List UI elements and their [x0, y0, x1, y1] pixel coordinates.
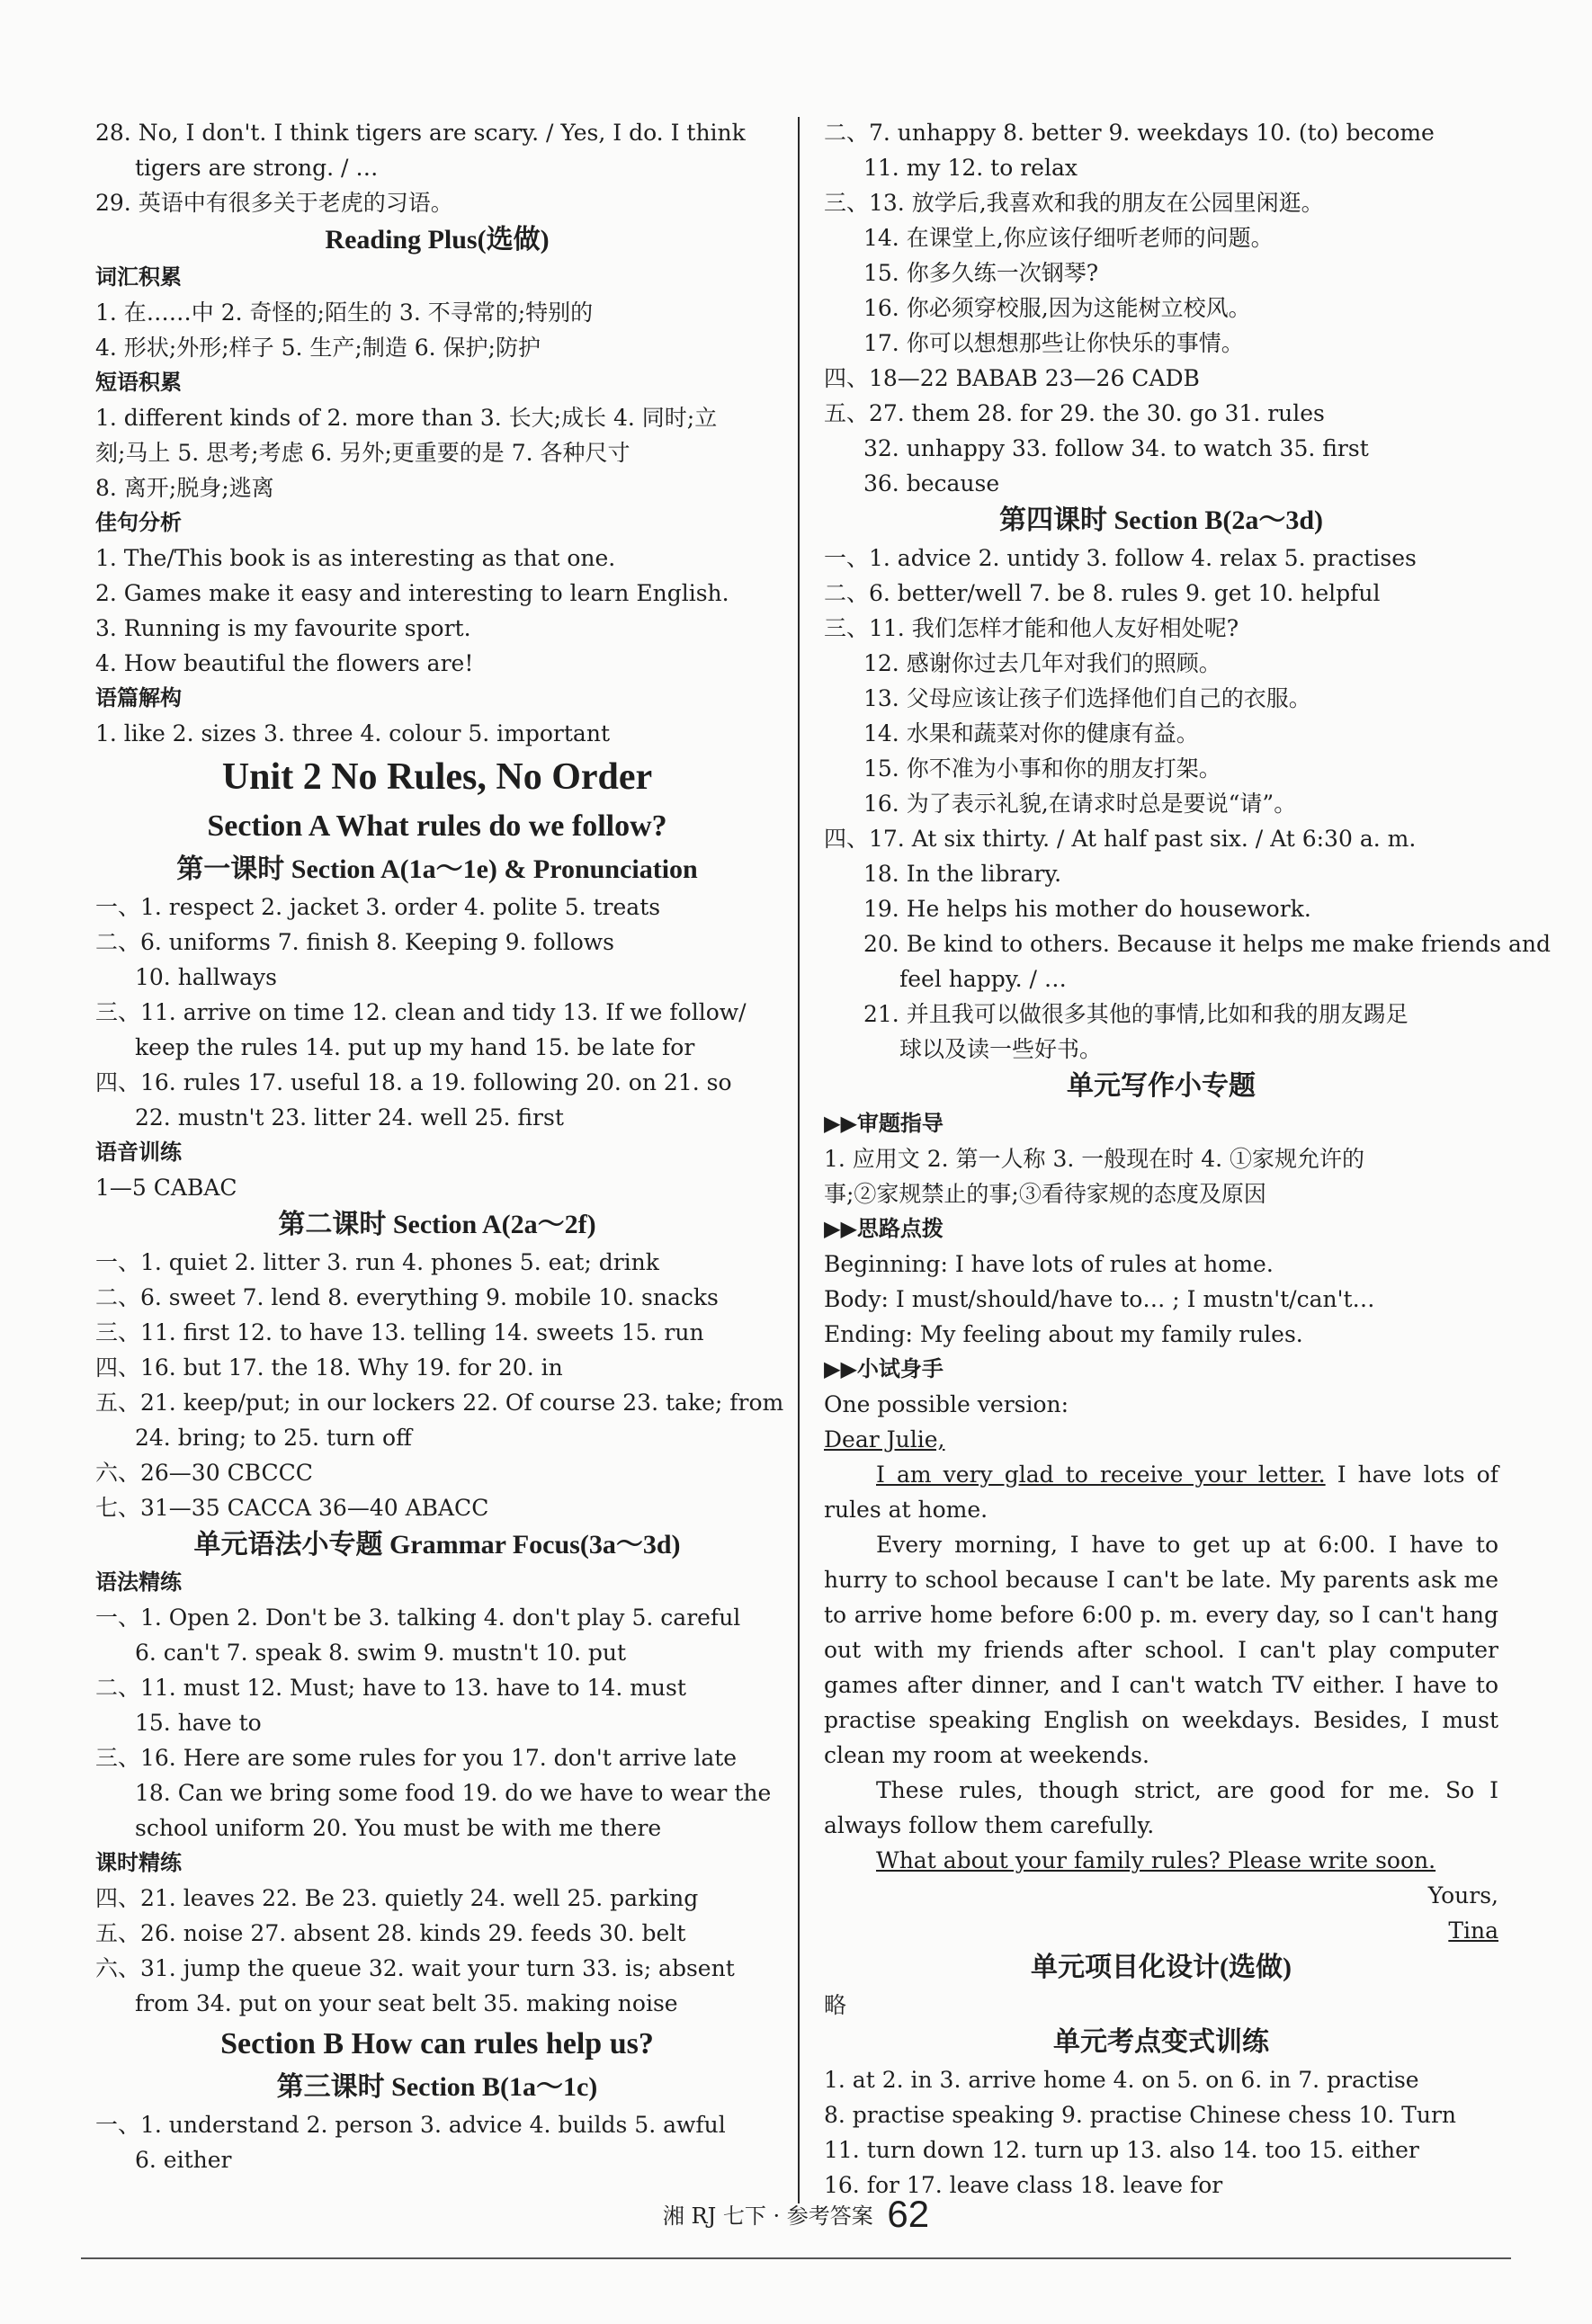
- answer-line: 三、11. arrive on time 12. clean and tidy 13. If we follow/: [95, 999, 747, 1025]
- answer-line: 15. 你多久练一次钢琴?: [863, 260, 1099, 286]
- answer-line: 四、21. leaves 22. Be 23. quietly 24. well 25. parking: [95, 1885, 699, 1911]
- section-heading: Section B How can rules help us?: [220, 2027, 654, 2060]
- answer-line: 1. different kinds of 2. more than 3. 长大;成长 4. 同时;立: [95, 405, 718, 431]
- answer-line: 1—5 CABAC: [95, 1175, 237, 1201]
- answer-line: 11. my 12. to relax: [863, 155, 1078, 181]
- answer-line: 18. In the library.: [863, 861, 1062, 887]
- answer-line: 16. 你必须穿校服,因为这能树立校风。: [863, 295, 1251, 321]
- answer-line: 五、27. them 28. for 29. the 30. go 31. rules: [824, 400, 1325, 426]
- answer-line: 6. can't 7. speak 8. swim 9. mustn't 10. put: [135, 1640, 627, 1666]
- answer-line: from 34. put on your seat belt 35. making noise: [135, 1990, 678, 2016]
- answer-line: 24. bring; to 25. turn off: [135, 1425, 412, 1451]
- answer-line: 14. 在课堂上,你应该仔细听老师的问题。: [863, 225, 1274, 251]
- answer-line: 4. 形状;外形;样子 5. 生产;制造 6. 保护;防护: [95, 335, 541, 361]
- underlined-text: Dear Julie,: [824, 1426, 945, 1452]
- category-label: 短语积累: [95, 370, 182, 395]
- lesson-heading: 第二课时 Section A(2a～2f): [278, 1210, 596, 1239]
- answer-line: 三、13. 放学后,我喜欢和我的朋友在公园里闲逛。: [824, 190, 1324, 216]
- lesson-heading: 单元项目化设计(选做): [1031, 1953, 1292, 1982]
- letter-paragraph: Every morning, I have to get up at 6:00. I have to hurry to school because I can't be late. My parents ask me to arrive home before 6:00 p. m. every day, so I can't hang out with my friends after school. I can't play computer games after dinner, and I can't watch TV either. I have to practise speaking English on weekdays. Besides, I must clean my room at weekends.: [824, 1532, 1498, 1768]
- answer-line: 五、21. keep/put; in our lockers 22. Of course 23. take; from: [95, 1390, 784, 1416]
- guide-label: ▶▶思路点拨: [824, 1216, 944, 1241]
- answer-line: 16. 为了表示礼貌,在请求时总是要说“请”。: [863, 791, 1297, 817]
- answer-line: 4. How beautiful the flowers are!: [95, 650, 474, 676]
- answer-line: 1. at 2. in 3. arrive home 4. on 5. on 6. in 7. practise: [824, 2067, 1419, 2093]
- answer-line: 14. 水果和蔬菜对你的健康有益。: [863, 720, 1199, 746]
- answer-line: 球以及读一些好书。: [899, 1036, 1103, 1062]
- answer-line: 29. 英语中有很多关于老虎的习语。: [95, 190, 453, 216]
- underlined-text: What about your family rules? Please write soon.: [876, 1847, 1436, 1873]
- letter-signature: [824, 1913, 1498, 1948]
- guide-label: ▶▶小试身手: [824, 1356, 944, 1381]
- answer-line: 21. 并且我可以做很多其他的事情,比如和我的朋友踢足: [863, 1001, 1409, 1027]
- answer-line: 五、26. noise 27. absent 28. kinds 29. feeds 30. belt: [95, 1920, 686, 1946]
- answer-line: 一、1. understand 2. person 3. advice 4. builds 5. awful: [95, 2112, 726, 2138]
- category-label: 课时精练: [95, 1850, 182, 1875]
- answer-line: 三、11. first 12. to have 13. telling 14. sweets 15. run: [95, 1319, 704, 1345]
- category-label: 佳句分析: [95, 510, 182, 535]
- answer-line: 一、1. quiet 2. litter 3. run 4. phones 5. eat; drink: [95, 1249, 659, 1275]
- page-footer: [0, 2193, 1592, 2236]
- unit-heading: Unit 2 No Rules, No Order: [221, 756, 653, 798]
- answer-line: tigers are strong. / …: [135, 155, 379, 181]
- answer-line: 二、6. better/well 7. be 8. rules 9. get 10. helpful: [824, 580, 1381, 606]
- answer-line: 六、26—30 CBCCC: [95, 1460, 313, 1486]
- answer-line: 1. 应用文 2. 第一人称 3. 一般现在时 4. ①家规允许的: [824, 1146, 1365, 1172]
- guide-label: ▶▶审题指导: [824, 1111, 944, 1136]
- lesson-heading: 第一课时 Section A(1a～1e) & Pronunciation: [176, 854, 698, 884]
- category-label: 词汇积累: [95, 264, 182, 290]
- answer-line: 36. because: [863, 470, 1000, 496]
- answer-line: 六、31. jump the queue 32. wait your turn 33. is; absent: [95, 1955, 735, 1981]
- answer-line: 19. He helps his mother do housework.: [863, 896, 1311, 922]
- category-label: 语音训练: [95, 1140, 182, 1165]
- answer-line: 三、16. Here are some rules for you 17. don't arrive late: [95, 1745, 738, 1771]
- answer-line: 刻;马上 5. 思考;考虑 6. 另外;更重要的是 7. 各种尺寸: [95, 440, 631, 466]
- answer-line: 17. 你可以想想那些让你快乐的事情。: [863, 330, 1244, 356]
- answer-line: 15. 你不准为小事和你的朋友打架。: [863, 755, 1221, 782]
- answer-line: 6. either: [135, 2147, 232, 2173]
- answer-line: 18. Can we bring some food 19. do we have to wear the: [135, 1780, 772, 1806]
- answer-line: 10. hallways: [135, 964, 277, 990]
- answer-line: 11. turn down 12. turn up 13. also 14. too 15. either: [824, 2137, 1419, 2163]
- footer-label: 湘 RJ 七下 · 参考答案: [662, 2203, 873, 2229]
- paragraph-text: I have lots of rules at home.: [824, 1461, 1498, 1523]
- answer-line: keep the rules 14. put up my hand 15. be late for: [135, 1034, 695, 1060]
- lesson-heading: 第四课时 Section B(2a～3d): [999, 505, 1323, 535]
- section-heading: Section A What rules do we follow?: [207, 809, 667, 843]
- answer-line: Ending: My feeling about my family rules.: [824, 1321, 1303, 1347]
- answer-line: 2. Games make it easy and interesting to learn English.: [95, 580, 729, 606]
- answer-line: 22. mustn't 23. litter 24. well 25. first: [135, 1104, 564, 1131]
- answer-line: 8. practise speaking 9. practise Chinese chess 10. Turn: [824, 2102, 1457, 2128]
- answer-line: 三、11. 我们怎样才能和他人友好相处呢?: [824, 615, 1239, 641]
- answer-line: 四、17. At six thirty. / At half past six. / At 6:30 a. m.: [824, 826, 1417, 852]
- column-divider: [798, 117, 800, 2203]
- letter-greeting: [824, 1422, 1498, 1457]
- answer-line: 四、16. but 17. the 18. Why 19. for 20. in: [95, 1354, 563, 1381]
- letter-paragraph: These rules, though strict, are good for me. So I always follow them carefully.: [824, 1777, 1498, 1838]
- answer-line: 32. unhappy 33. follow 34. to watch 35. first: [863, 435, 1369, 461]
- category-label: 语法精练: [95, 1569, 182, 1595]
- letter-closing: Yours,: [1427, 1882, 1498, 1908]
- letter-closing-line: [824, 1843, 1498, 1878]
- underlined-text: Tina: [1448, 1917, 1498, 1944]
- answer-line: 事;②家规禁止的事;③看待家规的态度及原因: [824, 1181, 1266, 1207]
- answer-line: Beginning: I have lots of rules at home.: [824, 1251, 1274, 1277]
- lesson-heading: 单元语法小专题 Grammar Focus(3a～3d): [193, 1530, 681, 1560]
- lesson-heading: 单元考点变式训练: [1053, 2027, 1269, 2057]
- answer-line: One possible version:: [824, 1391, 1069, 1417]
- answer-line: 15. have to: [135, 1710, 262, 1736]
- page-number: 62: [887, 2193, 930, 2235]
- answer-line: 四、16. rules 17. useful 18. a 19. following 20. on 21. so: [95, 1069, 732, 1095]
- answer-line: 12. 感谢你过去几年对我们的照顾。: [863, 650, 1221, 676]
- answer-line: 二、11. must 12. Must; have to 13. have to 14. must: [95, 1675, 686, 1701]
- answer-line: 3. Running is my favourite sport.: [95, 615, 471, 641]
- answer-line: 1. 在……中 2. 奇怪的;陌生的 3. 不寻常的;特别的: [95, 299, 594, 326]
- lesson-heading: 单元写作小专题: [1067, 1071, 1256, 1101]
- answer-line: school uniform 20. You must be with me there: [135, 1815, 662, 1841]
- answer-line: 8. 离开;脱身;逃离: [95, 475, 274, 501]
- answer-line: Body: I must/should/have to… ; I mustn't/can't…: [824, 1286, 1375, 1312]
- underlined-text: I am very glad to receive your letter.: [876, 1461, 1326, 1488]
- answer-line: 二、6. sweet 7. lend 8. everything 9. mobile 10. snacks: [95, 1284, 719, 1310]
- letter-opening: [824, 1457, 1498, 1527]
- footer-rule: [81, 2257, 1511, 2259]
- answer-line: 16. for 17. leave class 18. leave for: [824, 2172, 1223, 2198]
- answer-line: 13. 父母应该让孩子们选择他们自己的衣服。: [863, 685, 1311, 711]
- answer-line: 28. No, I don't. I think tigers are scary. / Yes, I do. I think: [95, 120, 746, 146]
- answer-line: 1. like 2. sizes 3. three 4. colour 5. important: [95, 720, 610, 746]
- answer-line: 七、31—35 CACCA 36—40 ABACC: [95, 1495, 489, 1521]
- answer-line: 四、18—22 BABAB 23—26 CADB: [824, 365, 1200, 391]
- answer-line: 略: [824, 1992, 847, 2018]
- category-label: 语篇解构: [95, 685, 182, 711]
- lesson-heading: 第三课时 Section B(1a～1c): [276, 2072, 598, 2102]
- answer-line: 二、6. uniforms 7. finish 8. Keeping 9. follows: [95, 929, 615, 955]
- answer-line: feel happy. / …: [899, 966, 1067, 992]
- left-column: [95, 115, 784, 2177]
- answer-line: 一、1. Open 2. Don't be 3. talking 4. don't play 5. careful: [95, 1604, 741, 1631]
- lesson-heading: Reading Plus(选做): [325, 225, 550, 255]
- answer-line: 二、7. unhappy 8. better 9. weekdays 10. (to) become: [824, 120, 1435, 146]
- answer-line: 一、1. respect 2. jacket 3. order 4. polite 5. treats: [95, 894, 661, 920]
- right-column: [824, 115, 1551, 2203]
- answer-line: 20. Be kind to others. Because it helps me make friends and: [863, 931, 1551, 957]
- answer-line: 一、1. advice 2. untidy 3. follow 4. relax 5. practises: [824, 545, 1417, 571]
- answer-line: 1. The/This book is as interesting as that one.: [95, 545, 616, 571]
